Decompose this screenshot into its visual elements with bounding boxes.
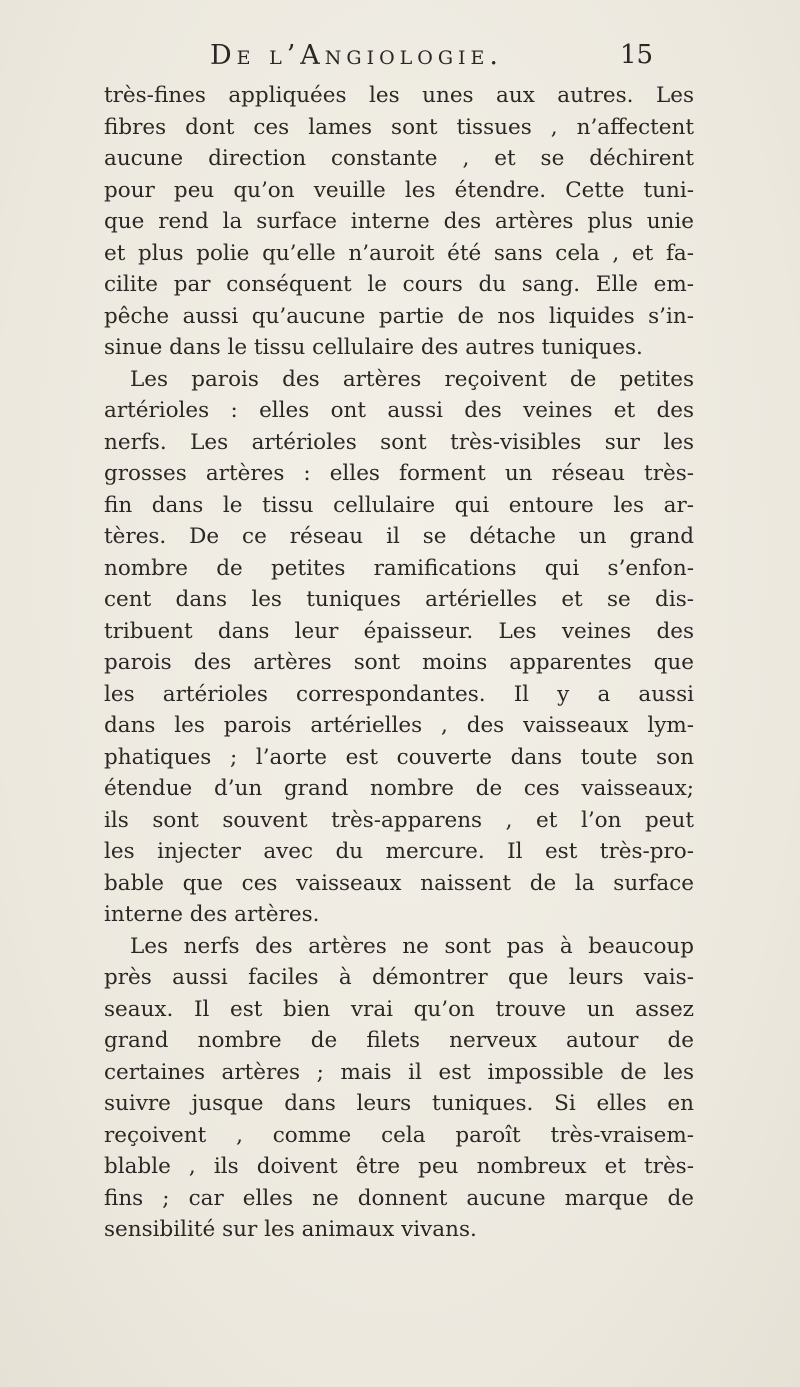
text-line: reçoivent , comme cela paroît très-vraisem-	[104, 1122, 694, 1148]
text-line: blable , ils doivent être peu nombreux et très-	[104, 1154, 694, 1179]
text-line: nerfs. Les artérioles sont très-visibles sur les	[104, 429, 694, 455]
text-line: pêche aussi qu’aucune partie de nos liquides s’in-	[104, 303, 694, 329]
text-line: grand nombre de filets nerveux autour de	[104, 1028, 694, 1053]
text-line: fins ; car elles ne donnent aucune marque de	[104, 1185, 694, 1211]
text-line: parois des artères sont moins apparentes que	[104, 650, 694, 675]
text-line: nombre de petites ramifications qui s’enfon-	[104, 555, 694, 581]
paragraph-start: Les nerfs des artères ne sont pas à beaucoup	[130, 933, 694, 959]
paragraph-start: Les parois des artères reçoivent de petites	[130, 366, 694, 392]
text-line: très-fines appliquées les unes aux autres. Les	[104, 83, 694, 108]
text-line: les injecter avec du mercure. Il est très-pro-	[104, 839, 694, 864]
text-line: étendue d’un grand nombre de ces vaisseaux;	[104, 776, 694, 801]
text-line: artérioles : elles ont aussi des veines et des	[104, 398, 694, 423]
running-head: De l’Angiologie.	[210, 40, 504, 71]
body-text	[104, 80, 694, 1246]
text-line: phatiques ; l’aorte est couverte dans toute son	[104, 744, 694, 770]
text-line: tribuent dans leur épaisseur. Les veines des	[104, 618, 694, 644]
text-line: suivre jusque dans leurs tuniques. Si elles en	[104, 1091, 694, 1116]
text-line: les artérioles correspondantes. Il y a aussi	[104, 681, 694, 707]
page-number: 15	[620, 40, 654, 70]
text-line: fin dans le tissu cellulaire qui entoure les ar-	[104, 492, 694, 518]
text-line: que rend la surface interne des artères plus unie	[104, 209, 694, 234]
text-line: dans les parois artérielles , des vaisseaux lym-	[104, 713, 694, 738]
text-line: certaines artères ; mais il est impossible de les	[104, 1059, 694, 1085]
text-line: fibres dont ces lames sont tissues , n’affectent	[104, 114, 694, 140]
text-line: aucune direction constante , et se déchirent	[104, 146, 694, 171]
text-line: et plus polie qu’elle n’auroit été sans cela , et fa-	[104, 240, 694, 266]
text-line: grosses artères : elles forment un réseau très-	[104, 461, 694, 486]
page-header	[0, 40, 800, 80]
text-line: seaux. Il est bien vrai qu’on trouve un assez	[104, 996, 694, 1022]
text-line: sinue dans le tissu cellulaire des autres tuniques.	[104, 335, 643, 360]
text-line: cent dans les tuniques artérielles et se dis-	[104, 587, 694, 612]
text-line: pour peu qu’on veuille les étendre. Cette tuni-	[104, 177, 694, 203]
text-line: cilite par conséquent le cours du sang. Elle em-	[104, 272, 694, 297]
text-line: bable que ces vaisseaux naissent de la surface	[104, 870, 694, 896]
text-line: près aussi faciles à démontrer que leurs vais-	[104, 965, 694, 990]
text-line: ils sont souvent très-apparens , et l’on peut	[104, 807, 694, 833]
text-line: sensibilité sur les animaux vivans.	[104, 1217, 477, 1242]
text-line: interne des artères.	[104, 902, 320, 927]
text-line: tères. De ce réseau il se détache un grand	[104, 524, 694, 549]
